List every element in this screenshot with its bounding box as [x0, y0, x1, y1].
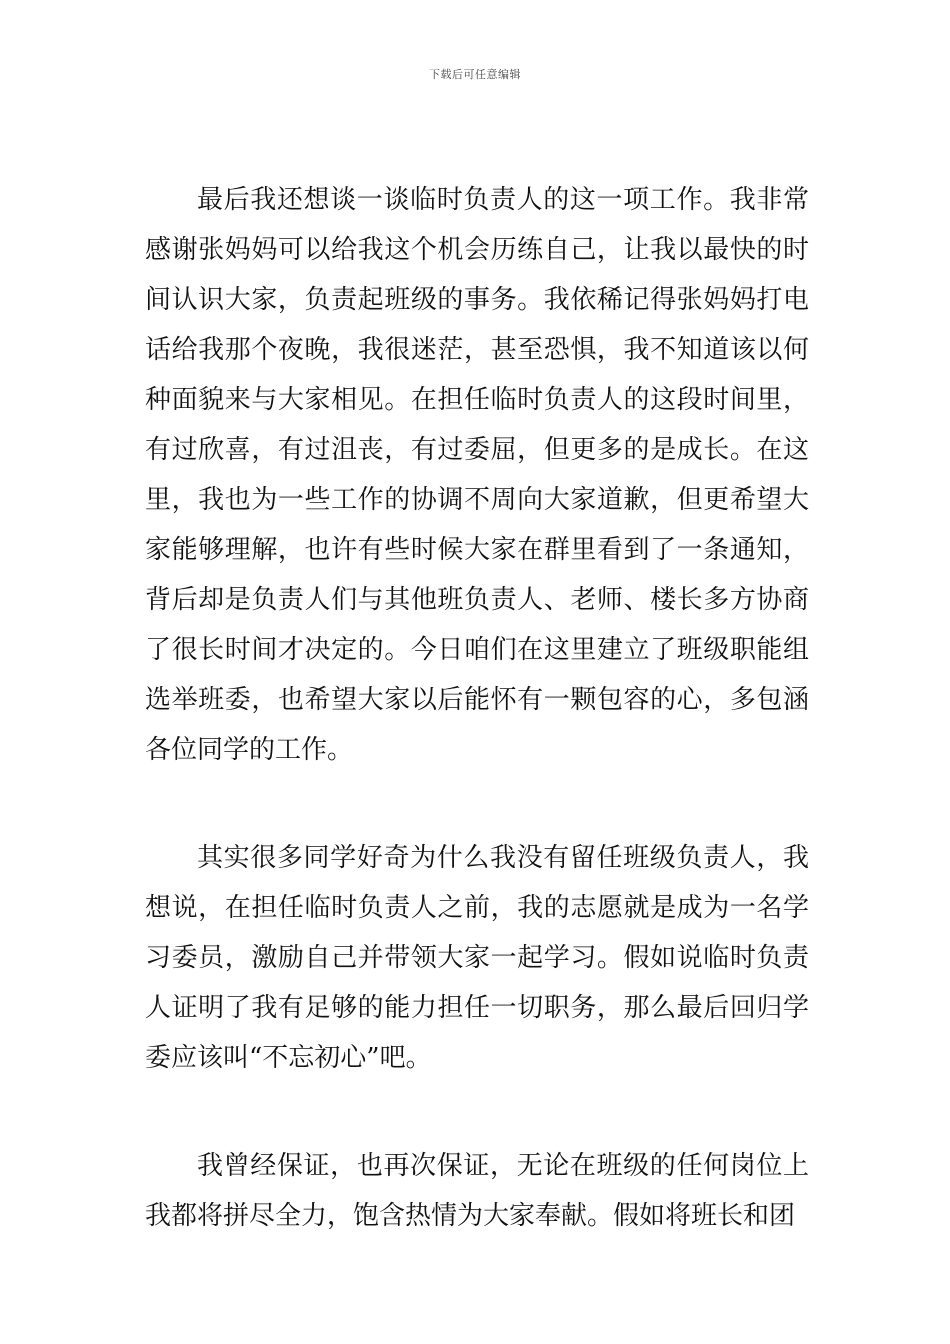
page-header: 下载后可任意编辑 [429, 68, 521, 81]
paragraph-study-committee: 其实很多同学好奇为什么我没有留任班级负责人，我想说，在担任临时负责人之前，我的志愿就是成为一名学习委员，激励自己并带领大家一起学习。假如说临时负责人证明了我有足够的能力担任一切职务，那么最后回归学委应该叫“不忘初心”吧。 [145, 843, 809, 1073]
paragraph-temporary-leader: 最后我还想谈一谈临时负责人的这一项工作。我非常感谢张妈妈可以给我这个机会历练自己，让我以最快的时间认识大家，负责起班级的事务。我依稀记得张妈妈打电话给我那个夜晚，我很迷茫，甚至恐惧，我不知道该以何种面貌来与大家相见。在担任临时负责人的这段时间里，有过欣喜，有过沮丧，有过委屈，但更多的是成长。在这里，我也为一些工作的协调不周向大家道歉，但更希望大家能够理解，也许有些时候大家在群里看到了一条通知，背后却是负责人们与其他班负责人、老师、楼长多方协商了很长时间才决定的。今日咱们在这里建立了班级职能组选举班委，也希望大家以后能怀有一颗包容的心，多包涵各位同学的工作。 [145, 185, 809, 765]
document-body [145, 175, 809, 1299]
paragraph-promise: 我曾经保证，也再次保证，无论在班级的任何岗位上我都将拼尽全力，饱含热情为大家奉献。假如将班长和团 [145, 1151, 809, 1231]
